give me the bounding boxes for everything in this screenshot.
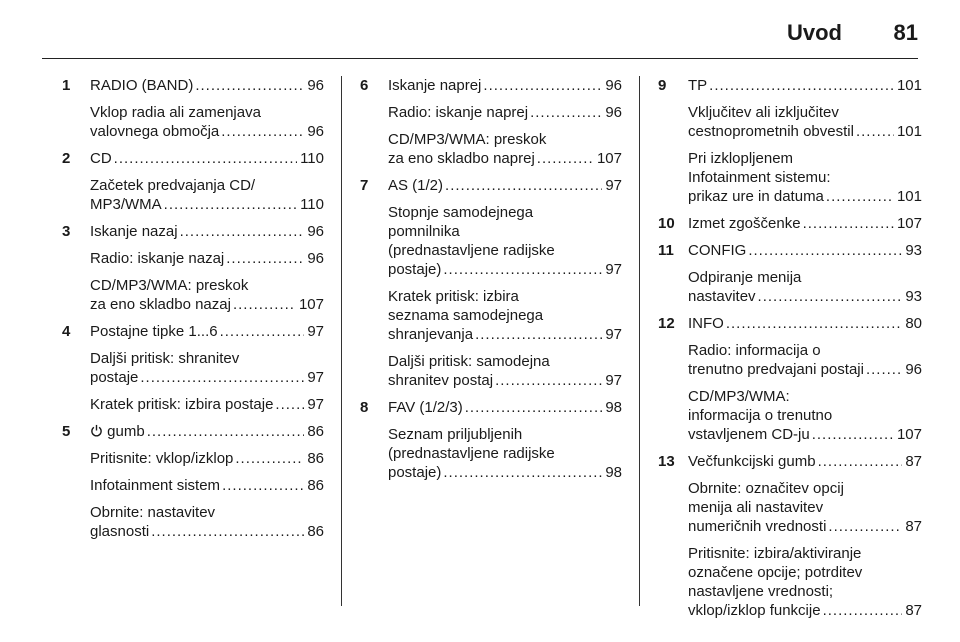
index-entry: [688, 149, 922, 206]
index-entry: [90, 395, 324, 414]
dot-leader: [726, 314, 902, 333]
page-reference: 87: [905, 453, 922, 470]
entry-text: Radio: iskanje naprej: [388, 104, 529, 121]
entry-text: Začetek predvajanja CD/: [90, 177, 256, 194]
page-title: Uvod: [787, 20, 842, 45]
index-group: [660, 214, 922, 233]
entry-text: za eno skladbo nazaj: [90, 296, 231, 313]
page-reference: 110: [300, 150, 324, 167]
item-number: 10: [658, 215, 675, 232]
entry-text: valovnega območja: [90, 123, 220, 140]
entry-text: označene opcije; potrditev: [688, 564, 863, 581]
entry-text: Pri izklopljenem: [688, 150, 794, 167]
entry-text: pomnilnika: [388, 223, 460, 240]
item-number: 6: [360, 77, 369, 94]
index-group: [62, 422, 324, 541]
entry-text: CD: [90, 150, 112, 167]
entry-text: Vključitev ali izključitev: [688, 104, 839, 121]
page-reference: 101: [896, 123, 922, 140]
entry-text: Infotainment sistem: [90, 477, 221, 494]
item-number: 4: [62, 323, 71, 340]
index-entry: [90, 149, 324, 168]
entry-text: Iskanje nazaj: [90, 223, 178, 240]
dot-leader: [828, 517, 902, 536]
entry-text: nastavitev: [688, 288, 756, 305]
index-group: [360, 76, 622, 168]
entry-text: prikaz ure in datuma: [688, 188, 824, 205]
entry-text: za eno skladbo naprej: [388, 150, 535, 167]
entry-text: CONFIG: [688, 242, 747, 259]
column-divider: [341, 76, 342, 606]
index-column-3: [660, 76, 922, 628]
item-number: 13: [658, 453, 675, 470]
entry-text: Kratek pritisk: izbira: [388, 288, 519, 305]
dot-leader: [221, 122, 304, 141]
index-entry: [90, 322, 324, 341]
page-reference: 96: [605, 104, 622, 121]
item-number: 9: [658, 77, 667, 94]
index-entry: [688, 452, 922, 471]
entry-text: informacija o trenutno: [688, 407, 833, 424]
dot-leader: [226, 249, 304, 268]
dot-leader: [275, 395, 304, 414]
index-group: [660, 241, 922, 306]
entry-text: CD/MP3/WMA: preskok: [90, 277, 249, 294]
dot-leader: [147, 422, 305, 441]
page-reference: 96: [307, 77, 324, 94]
index-entry: [388, 103, 622, 122]
page-reference: 107: [298, 296, 324, 313]
dot-leader: [530, 103, 602, 122]
page-reference: 107: [596, 150, 622, 167]
index-entry: [688, 268, 922, 306]
page-reference: 107: [896, 215, 922, 232]
entry-text: gumb: [107, 423, 145, 440]
index-entry: [688, 76, 922, 95]
dot-leader: [709, 76, 894, 95]
dot-leader: [465, 398, 603, 417]
entry-text: AS (1/2): [388, 177, 444, 194]
entry-text: Izmet zgoščenke: [688, 215, 801, 232]
entry-text: Stopnje samodejnega: [388, 204, 534, 221]
page-reference: 101: [896, 77, 922, 94]
dot-leader: [114, 149, 297, 168]
index-group: [62, 322, 324, 414]
header-rule: [42, 58, 918, 59]
index-entry: [388, 203, 622, 279]
page-reference: 86: [307, 423, 324, 440]
entry-text: cestnoprometnih obvestil: [688, 123, 854, 140]
entry-text: shranitev postaj: [388, 372, 494, 389]
page-reference: 96: [605, 77, 622, 94]
index-entry: [688, 214, 922, 233]
index-entry: [688, 314, 922, 333]
entry-text: Večfunkcijski gumb: [688, 453, 816, 470]
dot-leader: [823, 601, 903, 620]
entry-text: vstavljenem CD-ju: [688, 426, 810, 443]
index-group: [660, 76, 922, 206]
page-reference: 93: [905, 242, 922, 259]
item-number: 3: [62, 223, 71, 240]
page-reference: 86: [307, 477, 324, 494]
page-reference: 96: [307, 223, 324, 240]
dot-leader: [164, 195, 297, 214]
entry-text: trenutno predvajani postaji: [688, 361, 864, 378]
page-number: 81: [893, 20, 918, 45]
entry-text: (prednastavljene radijske: [388, 445, 555, 462]
page-reference: 107: [896, 426, 922, 443]
index-group: [62, 222, 324, 314]
dot-leader: [443, 463, 602, 482]
index-entry: [688, 544, 922, 620]
page-reference: 87: [905, 602, 922, 619]
entry-text: numeričnih vrednosti: [688, 518, 827, 535]
power-icon: [90, 424, 103, 437]
dot-leader: [537, 149, 594, 168]
index-entry: [90, 103, 324, 141]
entry-text: nastavljene vrednosti;: [688, 583, 834, 600]
index-column-2: [360, 76, 622, 490]
page-reference: 97: [605, 326, 622, 343]
page-reference: 98: [605, 399, 622, 416]
page-reference: 93: [905, 288, 922, 305]
entry-text: seznama samodejnega: [388, 307, 544, 324]
index-entry: [688, 241, 922, 260]
index-group: [62, 76, 324, 141]
entry-text: shranjevanja: [388, 326, 474, 343]
dot-leader: [180, 222, 305, 241]
entry-text: Infotainment sistemu:: [688, 169, 831, 186]
entry-text: Seznam priljubljenih: [388, 426, 523, 443]
dot-leader: [233, 295, 296, 314]
page-reference: 97: [605, 372, 622, 389]
dot-leader: [758, 287, 903, 306]
item-number: 7: [360, 177, 369, 194]
entry-text: Pritisnite: izbira/aktiviranje: [688, 545, 862, 562]
entry-text: Daljši pritisk: shranitev: [90, 350, 240, 367]
dot-leader: [220, 322, 305, 341]
entry-text: FAV (1/2/3): [388, 399, 463, 416]
index-entry: [388, 287, 622, 344]
entry-text: postaje): [388, 464, 442, 481]
dot-leader: [151, 522, 304, 541]
entry-text: INFO: [688, 315, 724, 332]
entry-text: postaje): [388, 261, 442, 278]
entry-text: Radio: informacija o: [688, 342, 821, 359]
index-entry: [90, 76, 324, 95]
index-entry: [688, 103, 922, 141]
entry-text: Iskanje naprej: [388, 77, 482, 94]
index-group: [660, 452, 922, 620]
dot-leader: [748, 241, 902, 260]
dot-leader: [812, 425, 894, 444]
dot-leader: [235, 449, 304, 468]
entry-text: Kratek pritisk: izbira postaje: [90, 396, 274, 413]
item-number: 1: [62, 77, 71, 94]
item-number: 5: [62, 423, 71, 440]
page-reference: 96: [307, 250, 324, 267]
index-entry: [90, 349, 324, 387]
entry-text: Postajne tipke 1...6: [90, 323, 218, 340]
index-column-1: [62, 76, 324, 549]
entry-text: TP: [688, 77, 708, 94]
index-entry: [388, 130, 622, 168]
index-entry: [90, 449, 324, 468]
dot-leader: [222, 476, 304, 495]
index-entry: [90, 249, 324, 268]
item-number: 2: [62, 150, 71, 167]
index-entry: [688, 341, 922, 379]
index-group: [360, 176, 622, 390]
page-reference: 96: [307, 123, 324, 140]
index-entry: [90, 503, 324, 541]
dot-leader: [140, 368, 304, 387]
page-reference: 97: [605, 177, 622, 194]
entry-text: menija ali nastavitev: [688, 499, 824, 516]
index-entry: [90, 176, 324, 214]
page-reference: 97: [307, 323, 324, 340]
dot-leader: [826, 187, 894, 206]
index-entry: [388, 76, 622, 95]
entry-text: CD/MP3/WMA:: [688, 388, 790, 405]
page-reference: 97: [307, 396, 324, 413]
column-divider: [639, 76, 640, 606]
index-entry: [90, 422, 324, 441]
index-entry: [388, 352, 622, 390]
entry-text: postaje: [90, 369, 139, 386]
entry-text: RADIO (BAND): [90, 77, 194, 94]
entry-text: Obrnite: označitev opcij: [688, 480, 844, 497]
entry-text: Radio: iskanje nazaj: [90, 250, 225, 267]
page-reference: 98: [605, 464, 622, 481]
page-reference: 86: [307, 523, 324, 540]
index-entry: [688, 387, 922, 444]
page-reference: 97: [605, 261, 622, 278]
dot-leader: [443, 260, 602, 279]
dot-leader: [818, 452, 903, 471]
page-reference: 101: [896, 188, 922, 205]
entry-text: CD/MP3/WMA: preskok: [388, 131, 547, 148]
page-reference: 110: [300, 196, 324, 213]
entry-text: (prednastavljene radijske: [388, 242, 555, 259]
index-group: [62, 149, 324, 214]
index-entry: [90, 276, 324, 314]
entry-text: Obrnite: nastavitev: [90, 504, 216, 521]
dot-leader: [445, 176, 602, 195]
dot-leader: [866, 360, 902, 379]
entry-text: Odpiranje menija: [688, 269, 802, 286]
page-reference: 97: [307, 369, 324, 386]
dot-leader: [483, 76, 602, 95]
item-number: 12: [658, 315, 675, 332]
page-header: [42, 14, 918, 60]
index-group: [360, 398, 622, 482]
dot-leader: [803, 214, 894, 233]
item-number: 8: [360, 399, 369, 416]
entry-text: Daljši pritisk: samodejna: [388, 353, 550, 370]
dot-leader: [856, 122, 894, 141]
index-entry: [388, 425, 622, 482]
page-reference: 87: [905, 518, 922, 535]
entry-text: vklop/izklop funkcije: [688, 602, 821, 619]
index-entry: [688, 479, 922, 536]
page-reference: 96: [905, 361, 922, 378]
index-entry: [388, 398, 622, 417]
dot-leader: [495, 371, 602, 390]
index-group: [660, 314, 922, 444]
item-number: 11: [658, 242, 674, 259]
dot-leader: [195, 76, 304, 95]
entry-text: Pritisnite: vklop/izklop: [90, 450, 234, 467]
entry-text: MP3/WMA: [90, 196, 162, 213]
dot-leader: [475, 325, 602, 344]
index-entry: [90, 476, 324, 495]
index-entry: [388, 176, 622, 195]
page-reference: 86: [307, 450, 324, 467]
index-entry: [90, 222, 324, 241]
page-reference: 80: [905, 315, 922, 332]
entry-text: glasnosti: [90, 523, 150, 540]
entry-text: Vklop radia ali zamenjava: [90, 104, 261, 121]
